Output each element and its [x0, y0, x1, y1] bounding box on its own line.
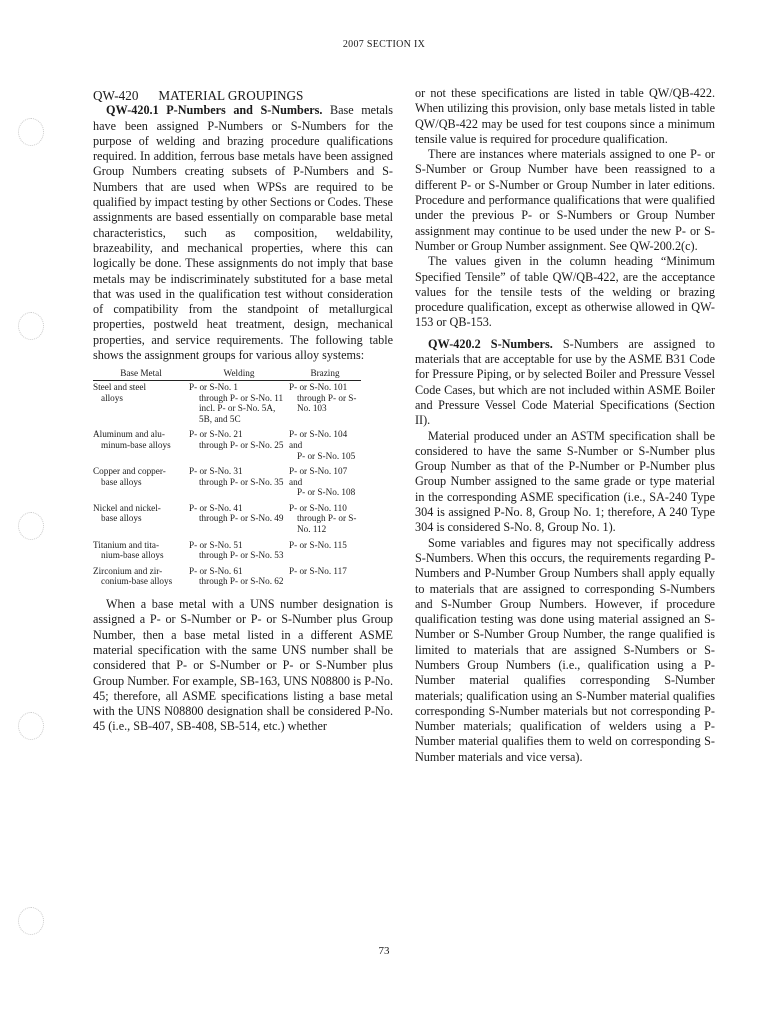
running-header: 2007 SECTION IX	[342, 39, 426, 50]
left-column	[93, 88, 393, 735]
table-row	[93, 565, 361, 591]
brazing-cell: P- or S-No. 107 and P- or S-No. 108	[289, 466, 356, 498]
subsection-label: QW-420.1 P-Numbers and S-Numbers.	[106, 103, 323, 118]
base-metal-cell: Titanium and tita- nium-base alloys	[93, 539, 164, 561]
paragraph-uns: When a base metal with a UNS number designation is assigned a P- or S-Number or P- or S-Number plus Group Number, then a base metal listed in a different ASME material specification with the same UNS number shall be considered that P- or S-Number or P- or S-Number plus Group Number. For example, SB-163, UNS N08800 is P-No. 45; therefore, all ASME specifications listing a base metal with the UNS N08800 designation shall be considered P-No. 45 (i.e., SB-407, SB-408, SB-514, etc.) whether	[93, 597, 393, 734]
brazing-cell: P- or S-No. 110 through P- or S-No. 112	[289, 502, 357, 535]
table-row	[93, 502, 361, 539]
column-header: Base Metal	[93, 365, 189, 380]
paragraph-continuation: or not these specifications are listed in table QW/QB-422. When utilizing this provision, only base metals listed in table QW/QB-422 may be used for test coupons since a minimum tensile value is required for procedure qualification.	[415, 86, 715, 146]
column-header: Welding	[189, 365, 289, 380]
welding-cell: P- or S-No. 21 through P- or S-No. 25	[189, 429, 284, 450]
table-row	[93, 465, 361, 502]
punch-hole-mark	[18, 512, 44, 540]
brazing-cell: P- or S-No. 115	[289, 539, 347, 550]
table-row	[93, 428, 361, 465]
base-metal-cell: Aluminum and alu- minum-base alloys	[93, 429, 171, 450]
punch-hole-mark	[18, 907, 44, 935]
welding-cell: P- or S-No. 61 through P- or S-No. 62	[189, 565, 284, 587]
base-metal-cell: Copper and copper- base alloys	[93, 466, 166, 487]
brazing-cell: P- or S-No. 117	[289, 565, 347, 576]
material-groupings-table	[93, 365, 361, 591]
paragraph-minimum-tensile: The values given in the column heading “Minimum Specified Tensile” of table QW/QB-422, are the acceptance values for the tensile tests of the welding or brazing procedure qualification, except as otherwise allowed in QW-153 or QB-153.	[415, 254, 715, 330]
paragraph-astm: Material produced under an ASTM specification shall be considered to have the same S-Number or S-Number plus Group Number as that of the P-Number or P-Number plus Group Number assigned to the same grade or type material in the corresponding ASME specification (i.e., SA-240 Type 304 is assigned P-No. 8, Group No. 1; therefore, A 240 Type 304 is considered S-No. 8, Group No. 1).	[415, 428, 715, 535]
welding-cell: P- or S-No. 41 through P- or S-No. 49	[189, 502, 284, 524]
base-metal-cell: Nickel and nickel- base alloys	[93, 502, 161, 524]
base-metal-cell: Zirconium and zir- conium-base alloys	[93, 565, 173, 587]
welding-cell: P- or S-No. 1 through P- or S-No. 11 incl. P- or S-No. 5A, 5B, and 5C	[189, 381, 284, 424]
table-row	[93, 539, 361, 565]
table-header-row	[93, 365, 361, 380]
column-header: Brazing	[289, 365, 361, 380]
section-title: MATERIAL GROUPINGS	[158, 88, 304, 103]
welding-cell: P- or S-No. 51 through P- or S-No. 53	[189, 539, 284, 561]
base-metal-cell: Steel and steel alloys	[93, 381, 147, 403]
paragraph-qw-420-2	[415, 337, 715, 429]
table-row	[93, 380, 361, 428]
section-number: QW-420	[93, 88, 139, 103]
brazing-cell: P- or S-No. 101 through P- or S-No. 103	[289, 381, 357, 414]
paragraph-text: Base metals have been assigned P-Numbers or S-Numbers for the purpose of welding and brazing procedure qualifications required. In addition, ferrous base metals have been assigned Group Numbers creating subsets of P-Numbers and S-Numbers that are used when WPSs are required to be qualified by impact testing by other Sections or Codes. These assignments are based essentially on comparable base metal characteristics, such as composition, weldability, brazeability, and mechanical properties, where this can logically be done. These assignments do not imply that base metals may be indiscriminately substituted for a base metal that was used in the qualification test without consideration of compatibility from the standpoint of metallurgical properties, postweld heat treatment, design, mechanical properties, and service requirements. The following table shows the assignment groups for various alloy systems:	[93, 103, 394, 363]
paragraph-reassignment: There are instances where materials assigned to one P- or S-Number or Group Number have been reassigned to a different P- or S-Number or Group Number in later editions. Procedure and performance qualifications that were qualified under the previous P- or S-Numbers or Group Number assignment may continue to be used under the new P- or S-Number or Group Number assignment. See QW-200.2(c).	[415, 147, 715, 253]
punch-hole-mark	[18, 312, 44, 340]
paragraph-text: S-Numbers are assigned to materials that are acceptable for use by the ASME B31 Code for Pressure Piping, or by selected Boiler and Pressure Vessel Code Cases, but which are not included within ASME Boiler and Pressure Vessel Code Material Specifications (Section II).	[415, 336, 715, 428]
punch-hole-mark	[18, 118, 44, 146]
subsection-label: QW-420.2 S-Numbers.	[428, 336, 553, 351]
punch-hole-mark	[18, 712, 44, 740]
paragraph-s-number-variables: Some variables and figures may not specifically address S-Numbers. When this occurs, the requirements regarding P-Numbers and P-Number Group Numbers shall apply equally to materials that are assigned to corresponding S-Numbers and S-Number Group Numbers. However, if procedure qualification testing was done using material assigned an S-Number or S-Number Group Number, the range qualified is limited to materials that are assigned S-Numbers or S-Numbers Group Numbers (i.e., qualification using a P-Number material qualifies corresponding S-Number materials; qualification using an S-Number material qualifies corresponding S-Number materials but not corresponding P-Number materials; qualification of welders using a P-Number material qualifies them to weld on corresponding S-Number materials and vice versa).	[415, 535, 715, 764]
right-column	[415, 86, 715, 765]
welding-cell: P- or S-No. 31 through P- or S-No. 35	[189, 466, 284, 487]
brazing-cell: P- or S-No. 104 and P- or S-No. 105	[289, 429, 356, 461]
page-number: 73	[378, 945, 390, 957]
paragraph-qw-420-1	[93, 103, 393, 363]
section-heading	[93, 88, 393, 103]
